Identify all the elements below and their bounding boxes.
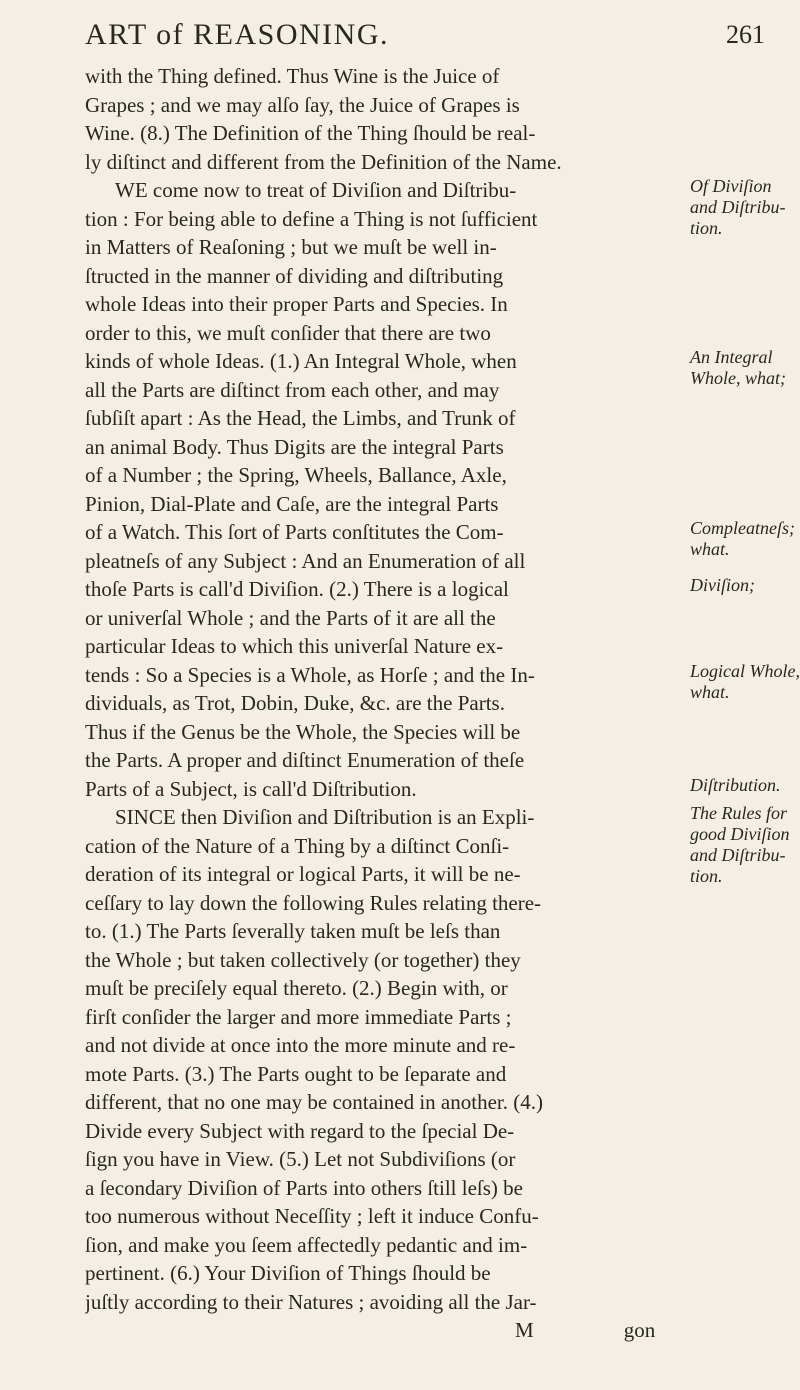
text-line: pertinent. (6.) Your Diviſion of Things ſhould be	[85, 1261, 491, 1285]
sidenote-line: An Integral	[690, 347, 773, 367]
sidenote-line: Logical Whole,	[690, 661, 800, 681]
sidenote-integral-whole	[690, 347, 800, 389]
text-line: whole Ideas into their proper Parts and Species. In	[85, 292, 508, 316]
text-line: to. (1.) The Parts ſeverally taken muſt be leſs than	[85, 919, 501, 943]
page-header	[85, 18, 765, 62]
text-line: thoſe Parts is call'd Diviſion. (2.) There is a logical	[85, 577, 509, 601]
text-line: of a Number ; the Spring, Wheels, Ballance, Axle,	[85, 463, 507, 487]
sidenote-line: Diviſion;	[690, 575, 755, 595]
text-line: different, that no one may be contained in another. (4.)	[85, 1090, 543, 1114]
sidenote-line: Compleatneſs;	[690, 518, 795, 538]
text-line: SINCE then Diviſion and Diſtribution is an Expli-	[115, 805, 535, 829]
text-line: kinds of whole Ideas. (1.) An Integral Whole, when	[85, 349, 517, 373]
sidenote-line: good Diviſion	[690, 824, 790, 844]
sidenote-compleatness	[690, 518, 800, 560]
text-line: or univerſal Whole ; and the Parts of it are all the	[85, 605, 496, 630]
body-text	[85, 62, 685, 1345]
page-footer-line	[85, 1316, 685, 1345]
text-line: ſtructed in the manner of dividing and diſtributing	[85, 263, 504, 288]
text-line: and not divide at once into the more minute and re-	[85, 1033, 516, 1057]
text-line: tion : For being able to define a Thing is not ſufficient	[85, 206, 538, 231]
text-line: Parts of a Subject, is call'd Diſtribution.	[85, 776, 417, 801]
sidenote-rules	[690, 803, 800, 866]
text-line: WE come now to treat of Diviſion and Diſtribu-	[115, 178, 517, 202]
text-line: an animal Body. Thus Digits are the integral Parts	[85, 434, 504, 459]
sidenote-line: what.	[690, 539, 730, 559]
sidenote-line: and Diſtribu-	[690, 845, 786, 865]
sidenote-line: tion.	[690, 866, 723, 886]
text-line: the Whole ; but taken collectively (or together) they	[85, 947, 521, 972]
text-line: Grapes ; and we may alſo ſay, the Juice of Grapes is	[85, 92, 520, 117]
sidenote-rules-end	[690, 866, 800, 887]
text-line: deration of its integral or logical Parts, it will be ne-	[85, 862, 521, 886]
sidenote-line: Whole, what;	[690, 368, 786, 388]
page-number: 261	[726, 20, 765, 49]
text-line: ſubſiſt apart : As the Head, the Limbs, and Trunk of	[85, 406, 516, 430]
text-line: all the Parts are diſtinct from each other, and may	[85, 377, 500, 402]
sidenote-line: tion.	[690, 218, 723, 238]
sidenote-line: and Diſtribu-	[690, 197, 786, 217]
text-line: tends : So a Species is a Whole, as Horſe ; and the In-	[85, 662, 535, 687]
sidenote-distribution	[690, 775, 800, 796]
text-line: ſion, and make you ſeem affectedly pedantic and im-	[85, 1232, 528, 1257]
sidenote-line: what.	[690, 682, 730, 702]
text-line: ſign you have in View. (5.) Let not Subdiviſions (or	[85, 1147, 516, 1171]
text-line: ceſſary to lay down the following Rules relating there-	[85, 890, 542, 915]
text-line: Pinion, Dial-Plate and Caſe, are the integral Parts	[85, 491, 499, 516]
text-line: a ſecondary Diviſion of Parts into others ſtill leſs) be	[85, 1175, 523, 1200]
catchword: gon	[623, 1318, 656, 1342]
sidenote-divisions	[690, 575, 800, 596]
sidenote-division	[690, 176, 800, 239]
sidenote-logical-whole	[690, 661, 800, 703]
text-line: the Parts. A proper and diſtinct Enumeration of theſe	[85, 748, 525, 772]
text-line: too numerous without Neceſſity ; left it induce Confu-	[85, 1204, 539, 1228]
sidenote-line: Of Diviſion	[690, 176, 772, 196]
text-line: particular Ideas to which this univerſal Nature ex-	[85, 634, 504, 658]
sidenote-line: Diſtribution.	[690, 775, 781, 795]
text-line: Thus if the Genus be the Whole, the Species will be	[85, 719, 521, 744]
text-line: juſtly according to their Natures ; avoiding all the Jar-	[85, 1289, 537, 1314]
text-line: Wine. (8.) The Definition of the Thing ſhould be real-	[85, 121, 536, 145]
text-line: of a Watch. This ſort of Parts conſtitutes the Com-	[85, 520, 504, 544]
sidenote-line: The Rules for	[690, 803, 787, 823]
text-line: muſt be preciſely equal thereto. (2.) Begin with, or	[85, 976, 508, 1000]
text-line: order to this, we muſt conſider that there are two	[85, 320, 491, 345]
text-line: firſt conſider the larger and more immediate Parts ;	[85, 1004, 512, 1029]
text-line: cation of the Nature of a Thing by a diſtinct Conſi-	[85, 833, 510, 858]
text-line: mote Parts. (3.) The Parts ought to be ſeparate and	[85, 1061, 507, 1086]
text-line: dividuals, as Trot, Dobin, Duke, &c. are the Parts.	[85, 691, 505, 715]
text-line: ly diſtinct and different from the Definition of the Name.	[85, 149, 562, 174]
text-line: Divide every Subject with regard to the ſpecial De-	[85, 1118, 515, 1143]
running-title: ART of REASONING.	[85, 18, 389, 51]
text-line: in Matters of Reaſoning ; but we muſt be well in-	[85, 235, 497, 259]
text-line: pleatneſs of any Subject : And an Enumeration of all	[85, 548, 526, 573]
signature-mark: M	[515, 1318, 534, 1342]
text-line: with the Thing defined. Thus Wine is the Juice of	[85, 64, 500, 88]
